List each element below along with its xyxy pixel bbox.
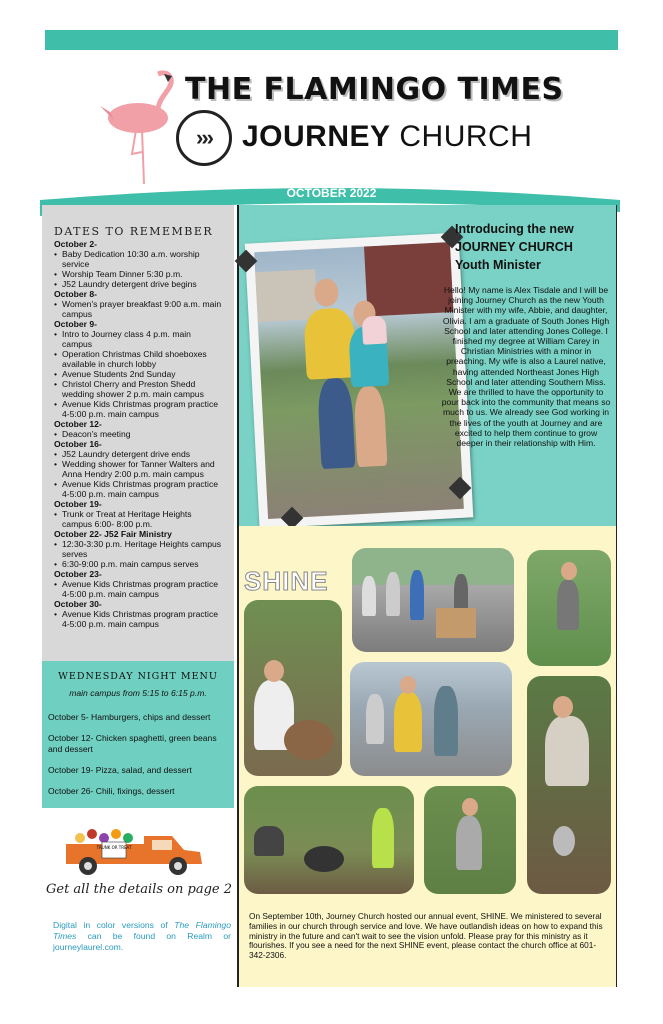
date-event: • 12:30-3:30 p.m. Heritage Heights campus serves	[54, 539, 222, 559]
church-logo-icon: ›››	[176, 110, 232, 166]
date-heading: October 16-	[54, 439, 102, 449]
details-note: Get all the details on page 2	[46, 882, 232, 897]
wednesday-menu	[42, 661, 234, 808]
shine-photo	[424, 786, 516, 894]
shine-photo	[527, 550, 611, 666]
date-heading: October 12-	[54, 419, 102, 429]
date-event: • Deacon's meeting	[54, 429, 222, 439]
youth-heading-line: Youth Minister	[455, 258, 541, 272]
shine-photo	[527, 676, 611, 894]
date-event: • Avenue Students 2nd Sunday	[54, 369, 222, 379]
menu-subtitle: main campus from 5:15 to 6:15 p.m.	[69, 688, 207, 698]
date-event: • Avenue Kids Christmas program practice 4-5:00 p.m. main campus	[54, 399, 222, 419]
newsletter-title: THE FLAMINGO TIMES	[185, 72, 564, 107]
youth-heading	[455, 220, 574, 274]
date-heading: October 30-	[54, 599, 102, 609]
date-event: • Avenue Kids Christmas program practice 4-5:00 p.m. main campus	[54, 579, 222, 599]
date-event: • Baby Dedication 10:30 a.m. worship service	[54, 249, 222, 269]
church-name-rest: CHURCH	[399, 120, 533, 153]
dates-title: DATES TO REMEMBER	[54, 225, 214, 238]
date-event: • Christol Cherry and Preston Shedd wedding shower 2 p.m. main campus	[54, 379, 222, 399]
date-event: • Operation Christmas Child shoeboxes available in church lobby	[54, 349, 222, 369]
shine-body: On September 10th, Journey Church hosted our annual event, SHINE. We ministered to several families in our church through service and love. We have outlandish ideas on how to expand this ministry in the future and can't wait to see the vision unfold. Please pray for this ministry as it flourishes. If you see a need for the next SHINE event, please contact the church office at 601-342-2306.	[249, 911, 603, 961]
date-heading: October 22- J52 Fair Ministry	[54, 529, 172, 539]
truck-sign-text: TRUNK OR TREAT	[96, 845, 132, 850]
date-heading: October 23-	[54, 569, 102, 579]
shine-title: SHINE	[244, 566, 329, 596]
shine-photo	[244, 786, 414, 894]
church-name-bold: JOURNEY	[242, 120, 391, 153]
dates-to-remember	[42, 205, 234, 661]
date-event: • Worship Team Dinner 5:30 p.m.	[54, 269, 222, 279]
youth-body: Hello! My name is Alex Tisdale and I will be joining Journey Church as the new Youth Minister with my wife, Abbie, and daughter, Olivia. I am a graduate of South Jones High School and later attending Jones College. I finished my degree at William Carey in Christian Ministries with a minor in preaching. My wife is also a Laurel native, having attended Northeast Jones High School and later attending Southern Miss. We are thrilled to have the opportunity to pour back into the community that means so much to us. We already see God working in the lives of the youth at Journey and are excited to help them continue to grow deeper in their relationship with Him.	[441, 285, 611, 449]
shine-photo	[350, 662, 512, 776]
church-name	[242, 120, 532, 154]
date-event: • Women's prayer breakfast 9:00 a.m. main campus	[54, 299, 222, 319]
dates-list	[54, 239, 222, 629]
date-event: • J52 Laundry detergent drive begins	[54, 279, 222, 289]
date-event: • Intro to Journey class 4 p.m. main campus	[54, 329, 222, 349]
digital-note-pre: Digital in color versions of	[53, 920, 175, 930]
digital-note-post: can be found on Realm or journeylaurel.com.	[53, 931, 231, 952]
digital-note	[53, 920, 231, 953]
digital-note-title: The Flamingo Times	[53, 920, 231, 941]
date-heading: October 9-	[54, 319, 97, 329]
family-photo-image	[254, 242, 464, 519]
family-photo	[245, 233, 474, 529]
date-event: • Wedding shower for Tanner Walters and Anna Hendry 2:00 p.m. main campus	[54, 459, 222, 479]
top-accent-bar	[45, 30, 618, 50]
date-heading: October 8-	[54, 289, 97, 299]
date-heading: October 2-	[54, 239, 97, 249]
month-label: OCTOBER 2022	[286, 186, 377, 200]
pickup-truck-icon	[60, 822, 210, 882]
date-event: • J52 Laundry detergent drive ends	[54, 449, 222, 459]
right-border	[616, 205, 617, 987]
shine-photo	[352, 548, 514, 652]
date-event: • Avenue Kids Christmas program practice 4-5:00 p.m. main campus	[54, 479, 222, 499]
menu-item: October 5- Hamburgers, chips and dessert	[48, 712, 211, 722]
menu-item: October 19- Pizza, salad, and dessert	[48, 765, 192, 775]
date-event: • Trunk or Treat at Heritage Heights campus 6:00- 8:00 p.m.	[54, 509, 222, 529]
date-event: • 6:30-9:00 p.m. main campus serves	[54, 559, 222, 569]
youth-heading-line: Introducing the new	[455, 222, 574, 236]
menu-item: October 12- Chicken spaghetti, green beans and dessert	[48, 733, 217, 754]
shine-photo	[244, 600, 342, 776]
flamingo-icon	[98, 68, 180, 186]
date-heading: October 19-	[54, 499, 102, 509]
youth-heading-line: JOURNEY CHURCH	[455, 240, 573, 254]
menu-item: October 26- Chili, fixings, dessert	[48, 786, 175, 796]
menu-title: WEDNESDAY NIGHT MENU	[58, 671, 218, 682]
date-event: • Avenue Kids Christmas program practice 4-5:00 p.m. main campus	[54, 609, 222, 629]
